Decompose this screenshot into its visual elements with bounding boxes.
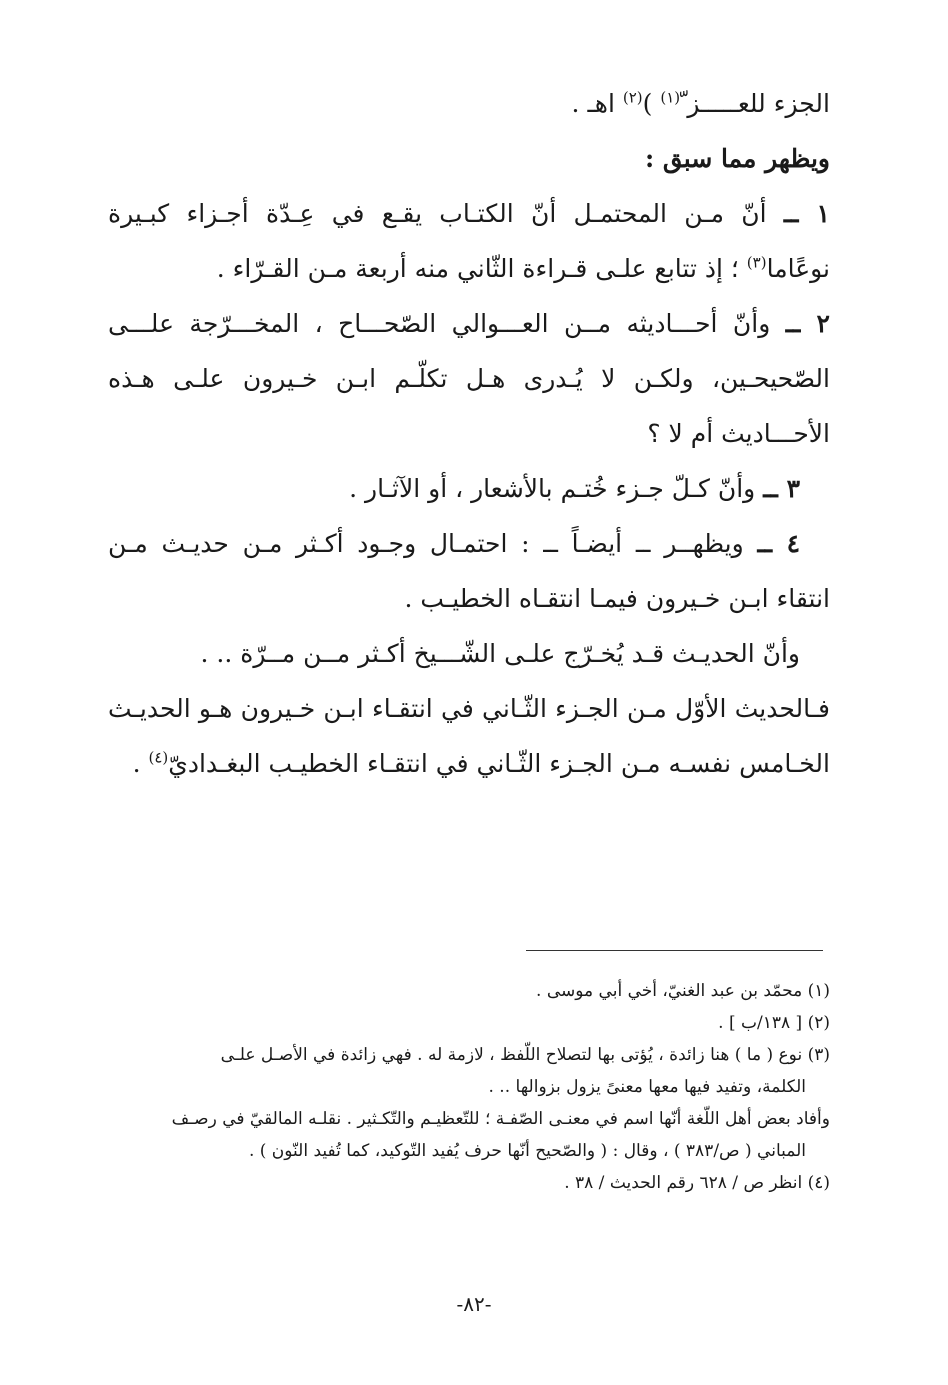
point-2-line-1: ٢ ــ وأنّ أحـــاديثه مــن العـــوالي الصّحـــاح ، المخـــرّجة علـــى <box>108 309 830 338</box>
footnote-ref-4[interactable]: (٤) <box>148 748 169 767</box>
para-5-line-1: وأنّ الحديـث قـد يُخـرّج علـى الشّـــيخ أكـثر مــن مــرّة .. . <box>200 639 800 668</box>
footnote-separator <box>526 950 823 951</box>
point-number: ٣ ــ <box>763 474 800 503</box>
footnote-3-line-4: المباني ( ص/٣٨٣ ) ، وقال : ( والصّحيح أنّها حرف يُفيد التّوكيد، كما تُفيد النّون ) . <box>248 1141 806 1161</box>
footnote-4: (٤) انظر ص / ٦٢٨ رقم الحديث / ٣٨ . <box>564 1173 830 1193</box>
point-3: ٣ ــ وأنّ كـلّ جـزء خُتـم بالأشعار ، أو الآثـار . <box>349 474 800 503</box>
page-number: -٨٢- <box>456 1292 492 1316</box>
footnote-1: (١) محمّد بن عبد الغنيّ، أخي أبي موسى . <box>536 981 830 1001</box>
point-number: ٤ ــ <box>757 529 800 558</box>
line-1: الجزء للعـــــز ّ$^{(١)}$ )$^{(٢)}$ اهـ . <box>571 88 830 118</box>
footnote-3-line-1: (٣) نوع ( ما ) هنا زائدة ، يُؤتى بها لتصلاح اللّفظ ، لازمة له . فهي زائدة في الأصـل علـى <box>220 1045 830 1065</box>
point-1-line-2: نوعًاما$^{(٣)}$ ؛ إذ تتابع علـى قـراءة الثّاني منه أربعة مـن القـرّاء . <box>216 253 830 283</box>
footnote-2: (٢) [ ١٣٨/ب ] . <box>718 1013 830 1033</box>
point-4-line-2: انتقاء ابـن خـيرون فيمـا انتقـاه الخطيـب . <box>404 584 830 613</box>
footnote-ref-1[interactable]: (١) <box>660 88 681 107</box>
section-heading: ويظهر مما سبق : <box>645 144 830 173</box>
footnote-3-line-3: وأفاد بعض أهل اللّغة أنّها اسم في معنـى الصّفـة ؛ للتّعظيـم والتّكـثير . نقلـه المالقيّ في رصـف <box>171 1109 830 1129</box>
point-2-line-3: الأحـــاديث أم لا ؟ <box>647 419 830 448</box>
footnote-ref-2[interactable]: (٢) <box>622 88 643 107</box>
main-text <box>108 76 830 791</box>
footnotes <box>108 975 830 1199</box>
point-1-line-1: ١ ــ أنّ مـن المحتمـل أنّ الكتـاب يقـع في عِـدّة أجـزاء كبـيرة <box>108 199 830 228</box>
point-number: ٢ ــ <box>785 309 830 338</box>
footnote-3-line-2: الكلمة، وتفيد فيها معها معنىً يزول بزوالها .. . <box>488 1077 806 1097</box>
para-5-line-2: فـالحديث الأوّل مـن الجـزء الثّـاني في انتقـاء ابـن خـيرون هـو الحديـث <box>108 694 830 723</box>
para-5-line-3: الخـامس نفسـه مـن الجـزء الثّـاني في انتقـاء الخطيـب البغـداديّ$^{(٤)}$ . <box>132 748 830 778</box>
footnote-ref-3[interactable]: (٣) <box>746 253 767 272</box>
point-4-line-1: ٤ ــ ويظهــر ــ أيضـاً ــ : احتمـال وجـود أكـثر مـن حديـث مـن <box>108 529 800 558</box>
point-2-line-2: الصّحيحـين، ولكـن لا يُـدرى هـل تكلّـم ابـن خـيرون علـى هـذه <box>108 364 830 393</box>
point-number: ١ ــ <box>783 199 830 228</box>
